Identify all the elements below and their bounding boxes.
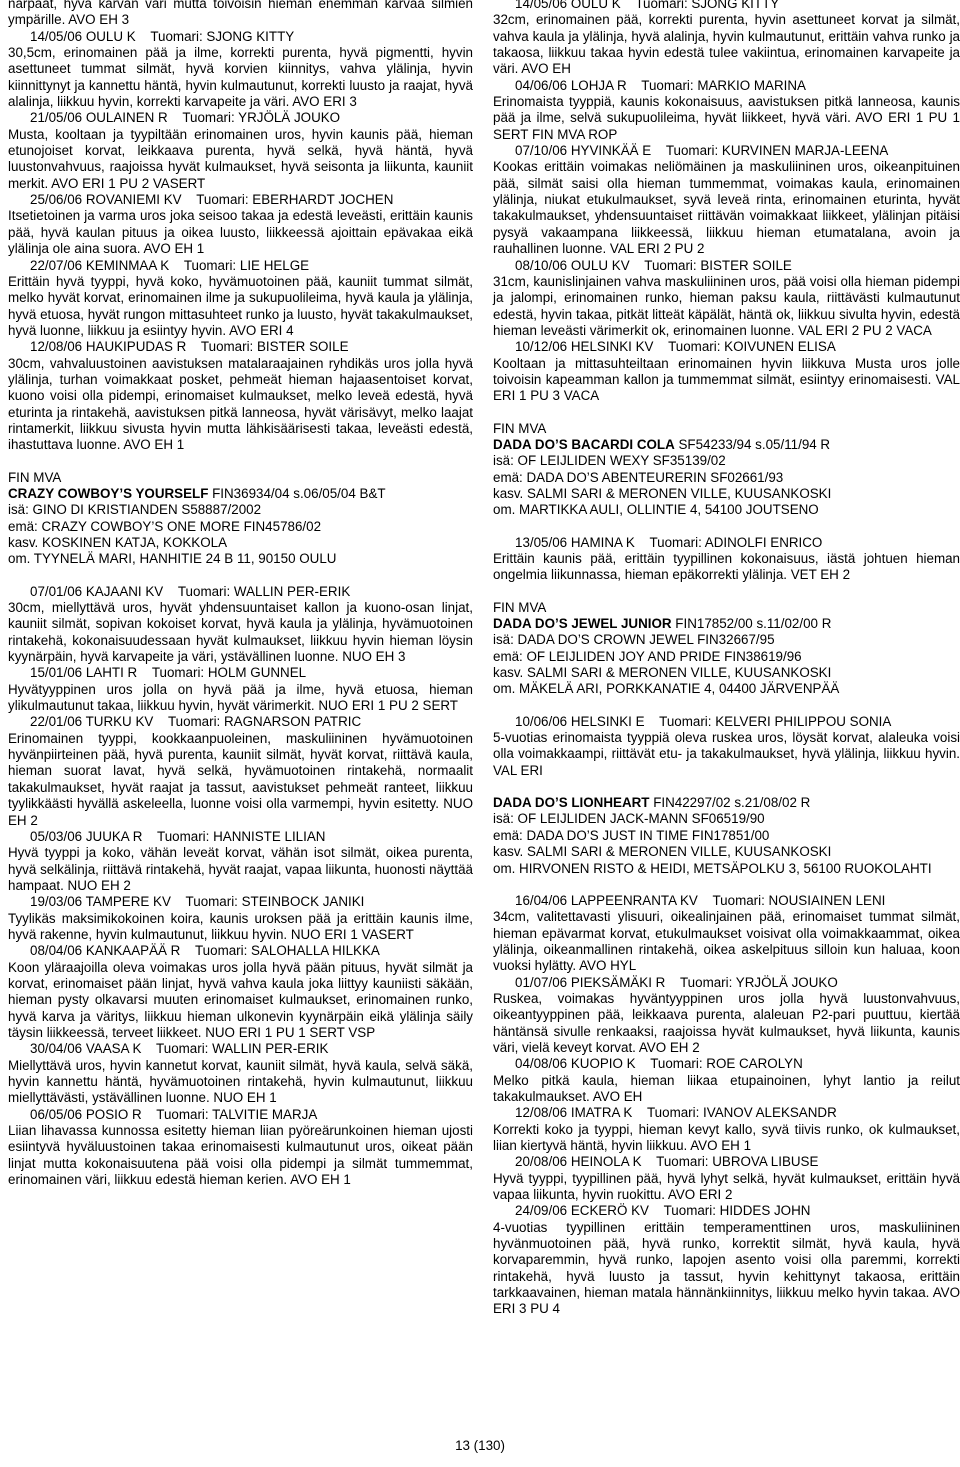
show-header: 10/06/06 HELSINKI E Tuomari: KELVERI PHILIPPOU SONIA	[515, 713, 892, 729]
critique-text: Korrekti koko ja tyyppi, hieman kevyt kallo, syvä tiivis runko, ok kulmaukset, liian kiertyvä häntä, hyvin liikkuu. AVO EH 1	[493, 1121, 960, 1153]
show-header: 08/10/06 OULU KV Tuomari: BISTER SOILE	[515, 257, 792, 273]
show-header: 04/06/06 LOHJA R Tuomari: MARKIO MARINA	[515, 77, 806, 93]
show-header: 20/08/06 HEINOLA K Tuomari: UBROVA LIBUSE	[515, 1154, 819, 1170]
show-header: 14/05/06 OULU K Tuomari: SJONG KITTY	[515, 0, 780, 11]
spacer	[493, 779, 960, 795]
show-header: 19/03/06 TAMPERE KV Tuomari: STEINBOCK JANIKI	[30, 894, 365, 910]
info-line: kasv. KOSKINEN KATJA, KOKKOLA	[8, 535, 228, 550]
critique-text: 4-vuotias tyypillinen erittäin temperamenttinen uros, maskuliininen hyvänmuotoinen pää, hyvä runko, korrektit silmät, hyvä kaula, hyvä korvaparemmin, hyvä runko, lapojen asento voisi olla paremmi, korrekti rintakehä, hyvä luusto ja tassut, hyvin kehittynyt takaosa, erittäin tarkkaavainen, hieman matala hännänkiinnitys, liikkuu melko hyvin takaa. AVO ERI 3 PU 4	[493, 1219, 960, 1317]
show-header: 13/05/06 HAMINA K Tuomari: ADINOLFI ENRICO	[515, 534, 823, 550]
dog-registration	[493, 616, 960, 632]
show-header: 12/08/06 IMATRA K Tuomari: IVANOV ALEKSANDR	[515, 1105, 837, 1121]
show-header: 22/07/06 KEMINMAA K Tuomari: LIE HELGE	[30, 257, 310, 273]
spacer	[493, 877, 960, 893]
info-line: emä: DADA DO’S JUST IN TIME FIN17851/00	[493, 827, 770, 843]
info-line: FIN MVA	[493, 599, 547, 615]
critique-text: Ruskea, voimakas hyväntyyppinen uros jolla hyvä luustonvahvuus, oikeantyyppinen pää, leikkaava purenta, alaleuan P2-pari puuttuu, kiertää häntänsä sivulle renkaaksi, raajoissa hyvät kulmaukset, hyvä liikunta, kaunis väri, vielä keveyt korvat. AVO EH 2	[493, 990, 960, 1055]
critique-text: Hyvätyyppinen uros jolla on hyvä pää ja ilme, hyvä etuosa, hieman ylikulmautunut takaa, liikkuu hyvin, hyvät värimerkit. NUO ERI 1 PU 2 SERT	[8, 681, 473, 714]
page-number: 13 (130)	[455, 1438, 505, 1453]
spacer	[493, 584, 960, 600]
critique-text: Erinomainen tyyppi, kookkaanpuoleinen, maskuliininen hyvämuotoinen hyvänpiirteinen pää, hyvä purenta, kauniit silmät, hyvät korvat, riittävä kaula, hieman suorat lavat, hyvä selkä, hyvämuotoinen rintakehä, normaalit takakulmaukset, hyvät raajat ja tassut, aavistukset pehmeät ranteet, liikkuu tyylikkäästi hyvällä askeleella, luonne voisi olla varmempi, hyvin esitetty. NUO EH 2	[8, 730, 473, 828]
spacer	[493, 405, 960, 421]
critique-text: Miellyttävä uros, hyvin kannetut korvat, kauniit silmät, hyvä kaula, selvä säkä, hyvin kannettu häntä, hyvämuotoinen rintakehä, hyvin kulmautunut, liikkuu miellyttävästi, ystävällinen luonne. NUO EH 1	[8, 1057, 473, 1106]
info-line: emä: DADA DO’S ABENTEURERIN SF02661/93	[493, 469, 784, 485]
critique-text: Tyylikäs maksimikokoinen koira, kaunis uroksen pää ja erittäin kaunis ilme, hyvä rakenne, hyvin kulmautunut, liikkuu hyvin. NUO ERI 1 VASERT	[8, 910, 473, 942]
info-line: kasv. SALMI SARI & MERONEN VILLE, KUUSANKOSKI	[493, 665, 832, 681]
critique-text: 30cm, miellyttävä uros, hyvät yhdensuuntaiset kallon ja kuono-osan linjat, kauniit silmät, sopivan kokoiset korvat, hyvä kaula ja ylälinja, hyvämuotoinen rintakehä, kokonaisuudessaan hyvät kulmaukset, liikkuu hyvin hieman löysin kyynärpäin, hyvä karvapeite ja väri, ystävällinen luonne. NUO EH 3	[8, 600, 473, 665]
critique-text: Melko pitkä kaula, hieman liikaa etupainoinen, lyhyt lantio ja reilut takakulmaukset. AVO EH	[493, 1072, 960, 1104]
show-header: 01/07/06 PIEKSÄMÄKI R Tuomari: YRJÖLÄ JOUKO	[515, 974, 838, 990]
info-line: isä: DADA DO’S CROWN JEWEL FIN32667/95	[493, 632, 775, 648]
show-header: 30/04/06 VAASA K Tuomari: WALLIN PER-ERIK	[30, 1041, 329, 1057]
dog-registration	[493, 437, 960, 453]
dog-registration-details: SF54233/94 s.05/11/94 R	[674, 436, 831, 452]
critique-text: närpäät, hyvä karvan väri mutta toivoisin hieman enemmän karvaa silmien ympärille. AVO EH 3	[8, 0, 473, 28]
spacer	[493, 519, 960, 535]
right-column	[493, 0, 960, 1318]
spacer	[493, 698, 960, 714]
show-header: 21/05/06 OULAINEN R Tuomari: YRJÖLÄ JOUKO	[30, 110, 341, 126]
show-header: 04/08/06 KUOPIO K Tuomari: ROE CAROLYN	[515, 1056, 803, 1072]
critique-text: Hyvä tyyppi ja koko, vähän leveät korvat, vähän isot silmät, oikea purenta, hyvä selkälinja, riittävä rintakehä, hyvät raajat, vapaa liikunta, huonosti näyttää hampaat. NUO EH 2	[8, 845, 473, 893]
critique-text: Musta, kooltaan ja tyypiltään erinomainen uros, hyvin kaunis pää, hieman etunojoiset korvat, leikkaava purenta, hyvä selkä, hyvä häntä, hyvä luustonvahvuus, raajoissa hyvät kulmaukset, hyvä seisonta ja liikunta, kauniit merkit. AVO ERI 1 PU 2 VASERT	[8, 126, 473, 191]
info-line: om. TYYNELÄ MARI, HANHITIE 24 B 11, 90150 OULU	[8, 551, 337, 567]
critique-text: Kookas erittäin voimakas neliömäinen ja maskuliininen uros, oikeanpituinen pää, silmät saisi olla hieman tummemmat, voimakas kaula, erinomainen ylälinja, niukat etukulmaukset, syvä leveä rinta, erinomainen eturinta, hyvät takakulmaukset, yhdensuuntaiset riittävän voimakkaat liikkeet, ylälinjan pitäisi pysyä vakaampana liikkeessä, liikkuu hieman etumatalana, avoin ja rauhallinen luonne. VAL ERI 2 PU 2	[493, 159, 960, 257]
spacer	[8, 454, 473, 470]
info-line: om. MÄKELÄ ARI, PORKKANATIE 4, 04400 JÄRVENPÄÄ	[493, 681, 840, 697]
dog-name: CRAZY COWBOY’S YOURSELF	[8, 485, 209, 501]
dog-registration-details: FIN36934/04 s.06/05/04 B&T	[208, 485, 386, 501]
critique-text: Erittäin hyvä tyyppi, hyvä koko, hyvämuotoinen pää, kauniit tummat silmät, melko hyvät korvat, erinomainen ilme ja sukupuolileima, hyvä kaula ja ylälinja, hyvä etuosa, hyvät rungon mittasuhteet runko ja luusto, hyvät takakulmaukset, hyvä luonne, liikkuu ja esiintyy hyvin. AVO ERI 4	[8, 273, 473, 338]
info-line: isä: OF LEIJLIDEN WEXY SF35139/02	[493, 453, 726, 469]
show-header: 10/12/06 HELSINKI KV Tuomari: KOIVUNEN ELISA	[515, 339, 836, 355]
show-header: 05/03/06 JUUKA R Tuomari: HANNISTE LILIAN	[30, 828, 326, 844]
dog-name: DADA DO’S JEWEL JUNIOR	[493, 616, 672, 632]
info-line: isä: OF LEIJLIDEN JACK-MANN SF06519/90	[493, 811, 765, 827]
spacer	[8, 568, 473, 584]
critique-text: Koon yläraajoilla oleva voimakas uros jolla hyvä pään pituus, hyvät silmät ja korvat, erinomaiset pään linjat, hyvä vahva kaula joka liittyy kauniisti säkään, hieman pysty olkavarsi muuten erinomaiset kulmaukset, erinomainen runko, hyvä karva ja väritys, liikkuu hieman ulkonevin kyynärpäin eikä ylälinja säily täysin liikkeessä, terveet liikkeet. NUO ERI 1 PU 1 SERT VSP	[8, 959, 473, 1040]
critique-text: Itsetietoinen ja varma uros joka seisoo takaa ja edestä leveästi, erittäin kaunis pää, hyvä kaulan pituus ja oikea luusto, liikkeessä ajoittain epävakaa eikä ylälinja ole aina suora. AVO EH 1	[8, 208, 473, 257]
critique-text: 30cm, vahvaluustoinen aavistuksen matalaraajainen ryhdikäs uros jolla hyvä ylälinja, turhan voimakkaat posket, pehmeät hieman hajaasentoiset korvat, kuono voisi olla pidempi, erinomaiset kulmaukset, melko leveä edestä, hyvä eturinta ja rintakehä, aavistuksen pitkä lanneosa, hyvät värisävyt, melko laajat rintamerkit, liikkuu sivusta hyvin mutta lähkisäärisesti takaa, leveästi edestä, ihastuttava luonne. AVO EH 1	[8, 355, 473, 453]
info-line: FIN MVA	[8, 469, 62, 485]
show-header: 15/01/06 LAHTI R Tuomari: HOLM GUNNEL	[30, 665, 307, 681]
dog-registration	[493, 795, 960, 811]
show-header: 06/05/06 POSIO R Tuomari: TALVITIE MARJA	[30, 1106, 318, 1122]
info-line: emä: CRAZY COWBOY’S ONE MORE FIN45786/02	[8, 518, 322, 534]
info-line: kasv. SALMI SARI & MERONEN VILLE, KUUSANKOSKI	[493, 844, 832, 860]
info-line: om. MARTIKKA AULI, OLLINTIE 4, 54100 JOUTSENO	[493, 502, 819, 518]
critique-text: Hyvä tyyppi, tyypillinen pää, hyvä lyhyt selkä, hyvät kulmaukset, erittäin hyvä vapaa liikunta, hyvin ruokittu. AVO ERI 2	[493, 1170, 960, 1203]
critique-text: Kooltaan ja mittasuhteiltaan erinomainen hyvin liikkuva Musta uros jolle toivoisin kapeamman kallon ja tummemmat silmät, esiintyy erinomaisesti. VAL ERI 1 PU 3 VACA	[493, 355, 960, 404]
info-line: FIN MVA	[493, 420, 547, 436]
critique-text: 5-vuotias erinomaista tyyppiä oleva ruskea uros, löysät korvat, alaleuka voisi olla voimakkaampi, riittävät etu- ja takakulmaukset, hyvä ylälinja, liikkuu hyvin. VAL ERI	[493, 730, 960, 778]
show-header: 12/08/06 HAUKIPUDAS R Tuomari: BISTER SOILE	[30, 339, 349, 355]
dog-registration-details: FIN17852/00 s.11/02/00 R	[671, 616, 832, 632]
info-line: isä: GINO DI KRISTIANDEN S58887/2002	[8, 502, 262, 518]
show-header: 22/01/06 TURKU KV Tuomari: RAGNARSON PATRIC	[30, 714, 362, 730]
dog-name: DADA DO’S BACARDI COLA	[493, 436, 675, 452]
dog-name: DADA DO’S LIONHEART	[493, 795, 650, 811]
show-header: 07/01/06 KAJAANI KV Tuomari: WALLIN PER-ERIK	[30, 583, 351, 599]
show-header: 24/09/06 ECKERÖ KV Tuomari: HIDDES JOHN	[515, 1203, 811, 1219]
critique-text: 30,5cm, erinomainen pää ja ilme, korrekti purenta, hyvä pigmentti, hyvin asettuneet tummat silmät, hyvä korvien kiinnitys, vahva ylälinja, hyvin kiinnittynyt ja kannettu häntä, hyvin kulmautunut, korrekti luusto ja raajat, hyvä alalinja, liikkuu hyvin, korrekti karvapeite ja väri. AVO ERI 3	[8, 45, 473, 110]
info-line: emä: OF LEIJLIDEN JOY AND PRIDE FIN38619/96	[493, 648, 802, 664]
show-header: 08/04/06 KANKAAPÄÄ R Tuomari: SALOHALLA HILKKA	[30, 943, 380, 959]
info-line: kasv. SALMI SARI & MERONEN VILLE, KUUSANKOSKI	[493, 485, 832, 501]
critique-text: Liian lihavassa kunnossa esitetty hieman liian pyöreärunkoinen hieman ujosti esiintyvä hyväluustoinen takaa erinomaisesti kulmautunut uros, oikeat pään linjat mutta kokonaisuutena pää voisi olla pidempi ja silmät tummemmat, erinomainen väri, liikkuu edestä hieman kerien. AVO EH 1	[8, 1123, 473, 1188]
critique-text: Erittäin kaunis pää, erittäin tyypillinen kokonaisuus, iästä johtuen hieman ongelmia liikunnassa, hieman epäkorrekti ylälinja. VET EH 2	[493, 551, 960, 583]
critique-text: 32cm, erinomainen pää, korrekti purenta, hyvin asettuneet korvat ja silmät, vahva kaula ja ylälinja, hyvä alalinja, hyvin kulmautunut, erittäin vahva runko ja takaosa, liikkuu takaa hyvin edestä tulee vakiintua, erinomainen karvapeite ja väri. AVO EH	[493, 12, 960, 77]
show-header: 25/06/06 ROVANIEMI KV Tuomari: EBERHARDT JOCHEN	[30, 192, 394, 208]
critique-text: 34cm, valitettavasti ylisuuri, oikealinjainen pää, erinomaiset tummat silmät, hieman epävarmat korvat, etukulmaukset voisivat olla voimakkaammat, oikea ylälinja, oikeanmallinen rintakehä, oikea askelpituus silloin kun haluaa, koon vuoksi hylätty. AVO HYL	[493, 909, 960, 974]
critique-text: 31cm, kaunislinjainen vahva maskuliininen uros, pää voisi olla hieman pidempi ja jalompi, erinomainen runko, hieman paksu kaula, riittävästi kulmautunut edestä, hyvin takaa, pitkät litteät käpälät, häntä ok, liikkuu sivulta hyvin, edestä hieman leveästi värimerkit ok, erinomainen luonne. VAL ERI 2 PU 2 VACA	[493, 273, 960, 338]
show-header: 07/10/06 HYVINKÄÄ E Tuomari: KURVINEN MARJA-LEENA	[515, 143, 889, 159]
critique-text: Erinomaista tyyppiä, kaunis kokonaisuus, aavistuksen pitkä lanneosa, kaunis pää ja ilme, selvä sukupuolileima, hyvät liikkeet, hyvä väri. AVO ERI 1 PU 1 SERT FIN MVA ROP	[493, 94, 960, 142]
dog-registration	[8, 486, 473, 502]
left-column	[8, 0, 473, 1188]
show-header: 14/05/06 OULU K Tuomari: SJONG KITTY	[30, 28, 295, 44]
show-header: 16/04/06 LAPPEENRANTA KV Tuomari: NOUSIAINEN LENI	[515, 892, 886, 908]
dog-registration-details: FIN42297/02 s.21/08/02 R	[649, 795, 811, 811]
info-line: om. HIRVONEN RISTO & HEIDI, METSÄPOLKU 3, 56100 RUOKOLAHTI	[493, 860, 932, 876]
